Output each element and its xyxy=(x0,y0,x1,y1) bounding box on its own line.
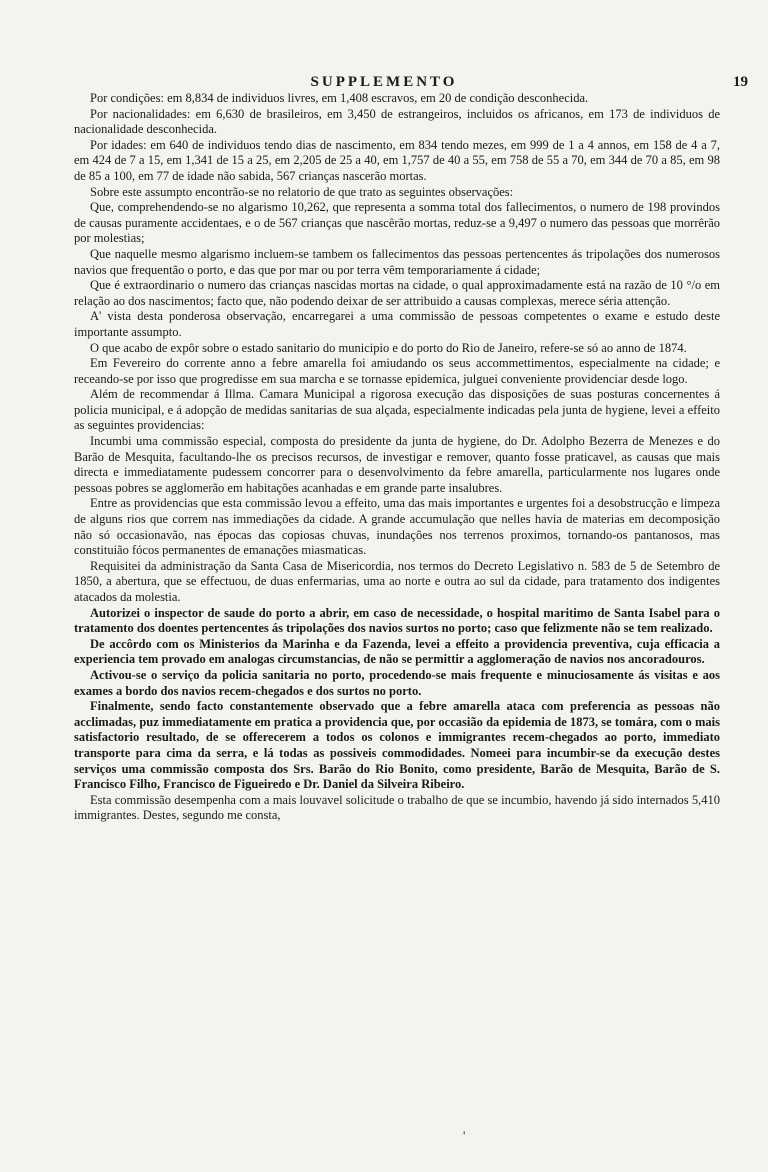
body-text xyxy=(74,91,720,824)
paragraph: Activou-se o serviço da policia sanitaria no porto, procedendo-se mais frequente e minuciosamente ás visitas e aos exames a bordo dos navios recem-chegados e dos surtos no porto. xyxy=(74,667,720,698)
paragraph: Sobre este assumpto encontrão-se no relatorio de que trato as seguintes observações: xyxy=(90,184,514,199)
paragraph: Autorizei o inspector de saude do porto a abrir, em caso de necessidade, o hospital maritimo de Santa Isabel para o tratamento dos doentes pertencentes ás tripolações dos navios surtos no porto; caso que felizmente não se tem realizado. xyxy=(74,605,720,636)
paragraph: Que naquelle mesmo algarismo incluem-se tambem os fallecimentos das pessoas pertencentes ás tripolações dos numerosos navios que frequentão o porto, e das que por mar ou por terra vêm temporariamente á cidade; xyxy=(74,246,720,277)
paragraph: Que é extraordinario o numero das crianças nascidas mortas na cidade, o qual approximadamente está na razão de 10 °/o em relação ao dos nascimentos; facto que, não podendo deixar de ser attribuido a causas complexas, merece séria attenção. xyxy=(74,278,720,308)
footer-mark: ' xyxy=(463,1128,466,1143)
paragraph: Por condições: em 8,834 de individuos livres, em 1,408 escravos, em 20 de condição desconhecida. xyxy=(90,91,589,105)
paragraph: Incumbi uma commissão especial, composta do presidente da junta de hygiene, do Dr. Adolpho Bezerra de Menezes e do Barão de Mesquita, facultando-lhe os precisos recursos, de investigar e remover, quanto fosse praticavel, as causas que mais directa e immediatamente pudessem concorrer para o desenvolvimento da febre amarella, particularmente nos lugares onde pessoas pobres se agglomerão em habitações acanhadas e em grande parte insalubres. xyxy=(74,434,720,495)
paragraph: Por idades: em 640 de individuos tendo dias de nascimento, em 834 tendo mezes, em 999 de 1 a 4 annos, em 158 de 4 a 7, em 424 de 7 a 15, em 1,341 de 15 a 25, em 2,205 de 25 a 40, em 1,757 de 40 a 55, em 758 de 55 a 70, em 344 de 70 a 85, em 98 de 85 a 100, em 77 de idade não sabida, 567 crianças nascerão mortas. xyxy=(74,137,720,183)
paragraph: A' vista desta ponderosa observação, encarregarei a uma commissão de pessoas competentes o exame e estudo deste importante assumpto. xyxy=(74,309,720,339)
paragraph: Além de recommendar á Illma. Camara Municipal a rigorosa execução das disposições de suas posturas concernentes á policia municipal, e á adopção de medidas sanitarias de sua alçada, especialmente indicadas pela junta de hygiene, levei a effeito as seguintes providencias: xyxy=(74,387,720,433)
paragraph: Finalmente, sendo facto constantemente observado que a febre amarella ataca com preferencia as pessoas não acclimadas, puz immediatamente em pratica a providencia que, por occasião da epidemia de 1873, se tomára, com o mais satisfactorio resultado, de se offerecerem a todos os colonos e immigrantes recem-chegados ao porto, immediato transporte para cima da serra, e lá todas as possiveis commodidades. Nomeei para incumbir-se da execução destes serviços uma commissão composta dos Srs. Barão do Rio Bonito, como presidente, Barão de Mesquita, Barão de S. Francisco Filho, Francisco de Figueiredo e Dr. Daniel da Silveira Ribeiro. xyxy=(74,699,720,792)
paragraph: Em Fevereiro do corrente anno a febre amarella foi amiudando os seus accommettimentos, especialmente na cidade; e receando-se por isso que progredisse em sua marcha e se tornasse epidemica, julguei conveniente providenciar desde logo. xyxy=(74,356,720,386)
paragraph: De accôrdo com os Ministerios da Marinha e da Fazenda, levei a effeito a providencia preventiva, cuja efficacia a experiencia tem provado em analogas circumstancias, de não se permittir a agglomeração de navios nos ancoradouros. xyxy=(74,636,720,667)
running-header-title: SUPPLEMENTO xyxy=(310,74,458,90)
paragraph: O que acabo de expôr sobre o estado sanitario do municipio e do porto do Rio de Janeiro, refere-se só ao anno de 1874. xyxy=(90,340,687,355)
paragraph: Requisitei da administração da Santa Casa de Misericordia, nos termos do Decreto Legislativo n. 583 de 5 de Setembro de 1850, a abertura, que se effectuou, de duas enfermarias, uma ao norte e outra ao sul da cidade, para tratamento dos indigentes atacados da molestia. xyxy=(74,558,720,604)
paragraph: Que, comprehendendo-se no algarismo 10,262, que representa a somma total dos fallecimentos, o numero de 198 provindos de causas puramente accidentaes, e o de 567 crianças que nascêrão mortas, reduz-se a 9,497 o numero das pessoas que morrêrão por molestias; xyxy=(74,200,720,246)
paragraph: Esta commissão desempenha com a mais louvavel solicitude o trabalho de que se incumbio, havendo já sido internados 5,410 immigrantes. Destes, segundo me consta, xyxy=(74,792,720,823)
paragraph: Por nacionalidades: em 6,630 de brasileiros, em 3,450 de estrangeiros, incluidos os africanos, em 173 de individuos de nacionalidade desconhecida. xyxy=(74,106,720,137)
page-number: 19 xyxy=(733,74,748,90)
paragraph: Entre as providencias que esta commissão levou a effeito, uma das mais importantes e urgentes foi a desobstrucção e limpeza de alguns rios que correm nas immediações da cidade. A grande accumulação que nelles havia de materias em decomposição não só occasionavão, nas épocas das copiosas chuvas, inundações nos terrenos proximos, tornando-os pantanosos, mas constituião fócos permanentes de emanações miasmaticas. xyxy=(74,496,720,558)
